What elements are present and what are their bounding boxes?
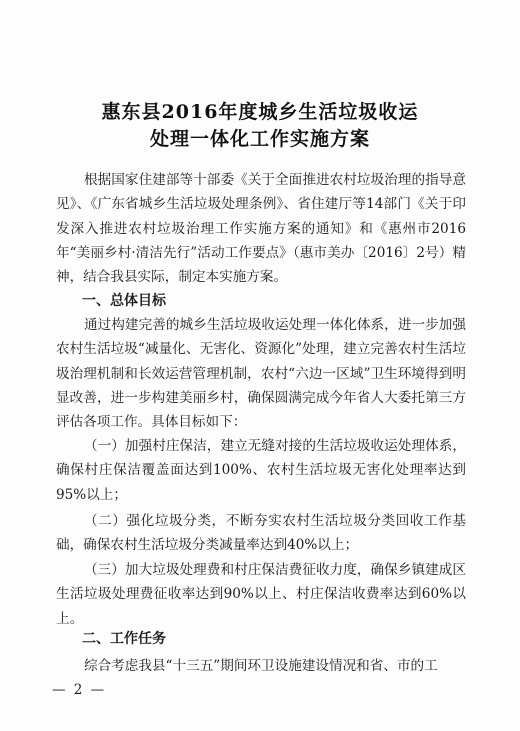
section2-paragraph: 综合考虑我县“十三五”期间环卫设施建设情况和省、市的工 <box>84 658 438 674</box>
goal2-paragraph: （二）强化垃圾分类，不断夯实农村生活垃圾分类回收工作基础，确保农村生活垃圾分类减量率达到40%以上； <box>56 513 466 554</box>
section2-heading: 二、工作任务 <box>82 631 166 647</box>
document-title-line2: 处理一体化工作实施方案 <box>149 128 370 150</box>
goal3-paragraph: （三）加大垃圾处理费和村庄保洁费征收力度，确保乡镇建成区生活垃圾处理费征收率达到90%以上、村庄保洁收费率达到60%以上。 <box>56 562 466 627</box>
intro-paragraph: 根据国家住建部等十部委《关于全面推进农村垃圾治理的指导意见》、《广东省城乡生活垃圾处理条例》、省住建厅等14部门《关于印发深入推进农村垃圾治理工作实施方案的通知》和《惠州市2016年“美丽乡村·清洁先行”活动工作要点》（惠市美办〔2016〕2号）精神，结合我县实际，制定本实施方案。 <box>56 172 466 286</box>
section1-heading: 一、总体目标 <box>82 293 166 309</box>
page-number: — 2 — <box>52 682 107 698</box>
goal1-paragraph: （一）加强村庄保洁，建立无缝对接的生活垃圾收运处理体系，确保村庄保洁覆盖面达到100%、农村生活垃圾无害化处理率达到95%以上； <box>56 438 466 503</box>
section1-paragraph: 通过构建完善的城乡生活垃圾收运处理一体化体系，进一步加强农村生活垃圾“减量化、无害化、资源化”处理，建立完善农村生活垃圾治理机制和长效运营管理机制，农村“六边一区域”卫生环境得到明显改善，进一步构建美丽乡村，确保圆满完成今年省人大委托第三方评估各项工作。具体目标如下： <box>56 317 466 431</box>
document-title-line1: 惠东县2016年度城乡生活垃圾收运 <box>101 101 419 123</box>
